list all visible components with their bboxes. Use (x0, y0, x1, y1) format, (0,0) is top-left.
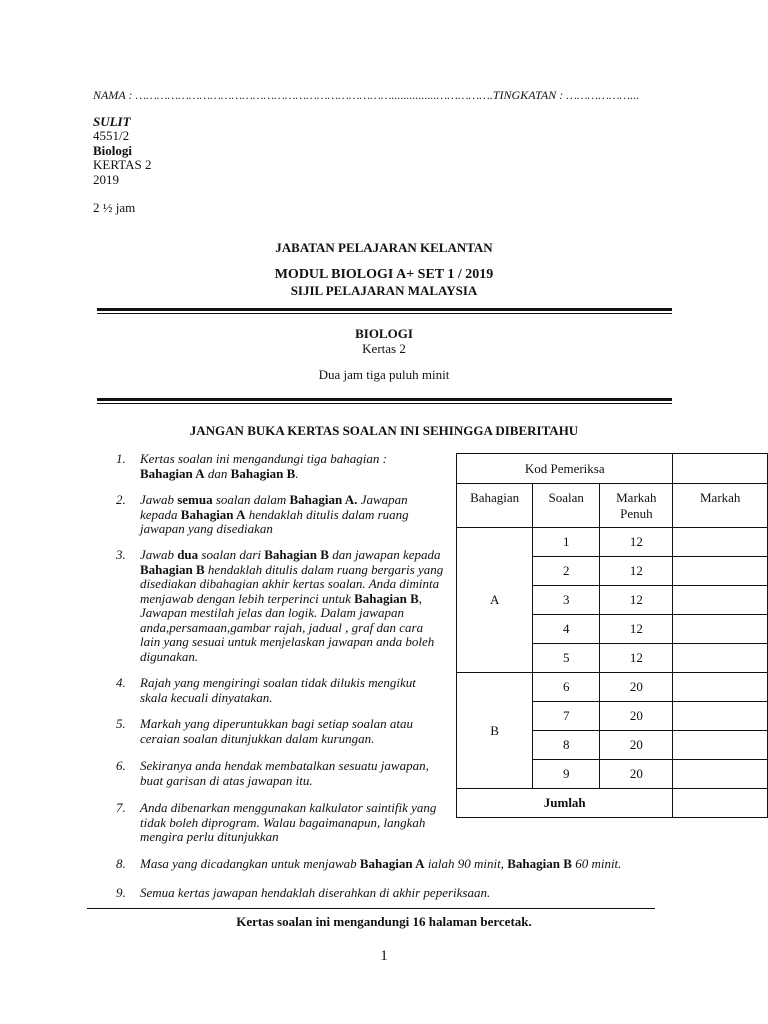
instruction-3: 3. Jawab dua soalan dari Bahagian B dan jawapan kepada Bahagian B hendaklah ditulis dalam ruang bergaris yang disediakan dibahagian akhir kertas soalan. Anda diminta menjawab dengan lebih terperinci untuk Bahagian B, Jawapan mestilah jelas dan logik. Dalam jawapan anda,persamaan,gambar rajah, jadual , graf dan cara lain yang sesuai untuk menjelaskan jawapan anda boleh digunakan. (116, 547, 444, 664)
examiner-code-label: Kod Pemeriksa (457, 454, 673, 484)
col-header-soalan: Soalan (533, 484, 600, 528)
full-mark: 12 (600, 615, 673, 644)
full-mark: 20 (600, 673, 673, 702)
total-label: Jumlah (457, 789, 673, 818)
instruction-text: . (295, 465, 299, 481)
instruction-7 (116, 801, 446, 845)
instruction-number: 5. (116, 716, 126, 731)
paper-code: 4551/2 (93, 128, 130, 143)
subject-title: BIOLOGI (355, 326, 413, 341)
examiner-code-cell (673, 454, 768, 484)
instruction-text: Markah yang diperuntukkan bagi setiap soalan atau ceraian soalan ditunjukkan dalam kurungan. (140, 716, 413, 746)
exam-title: SIJIL PELAJARAN MALAYSIA (290, 283, 478, 298)
mark-input-cell[interactable] (673, 760, 768, 789)
full-mark: 20 (600, 760, 673, 789)
instruction-9 (116, 886, 676, 901)
mark-input-cell[interactable] (673, 586, 768, 615)
paper-subtitle: Kertas 2 (362, 341, 406, 356)
instruction-number: 2. (116, 492, 126, 507)
instruction-1 (116, 452, 446, 481)
instruction-text: Kertas soalan ini mengandungi tiga bahagian : (140, 451, 387, 466)
question-number: 9 (533, 760, 600, 789)
examiner-table (456, 453, 768, 818)
time-allowed: Dua jam tiga puluh minit (318, 367, 450, 382)
instruction-text: dan (204, 465, 231, 481)
module-title: MODUL BIOLOGI A+ SET 1 / 2019 (274, 267, 494, 282)
instruction-8: 8. Masa yang dicadangkan untuk menjawab Bahagian A ialah 90 minit, Bahagian B 60 minit. (116, 856, 622, 871)
full-mark: 20 (600, 731, 673, 760)
year-label: 2019 (93, 172, 119, 187)
question-number: 4 (533, 615, 600, 644)
page-count-note: Kertas soalan ini mengandungi 16 halaman bercetak. (236, 914, 532, 929)
mark-input-cell[interactable] (673, 557, 768, 586)
full-mark: 12 (600, 586, 673, 615)
full-mark: 12 (600, 528, 673, 557)
full-mark: 12 (600, 557, 673, 586)
double-rule-top (97, 308, 672, 314)
instruction-bold: Bahagian A (140, 465, 205, 481)
full-mark: 20 (600, 702, 673, 731)
section-a-cell: A (457, 528, 533, 673)
question-number: 1 (533, 528, 600, 557)
subject-label: Biologi (93, 143, 133, 158)
instruction-2: 2. Jawab semua soalan dalam Bahagian A. Jawapan kepada Bahagian A hendaklah ditulis dalam ruang jawapan yang disediakan (116, 492, 409, 536)
full-mark: 12 (600, 644, 673, 673)
instruction-number: 1. (116, 451, 126, 466)
question-number: 6 (533, 673, 600, 702)
warning-text: JANGAN BUKA KERTAS SOALAN INI SEHINGGA DIBERITAHU (189, 423, 579, 438)
mark-input-cell[interactable] (673, 702, 768, 731)
col-header-markah: Markah (673, 484, 768, 528)
question-number: 3 (533, 586, 600, 615)
instruction-number: 9. (116, 885, 126, 900)
sulit-label: SULIT (93, 114, 131, 129)
mark-input-cell[interactable] (673, 673, 768, 702)
question-number: 5 (533, 644, 600, 673)
footer-rule (87, 908, 655, 909)
instruction-5 (116, 717, 446, 746)
instruction-number: 7. (116, 800, 126, 815)
instruction-number: 8. (116, 856, 126, 871)
paper-label: KERTAS 2 (93, 157, 152, 172)
duration-label: 2 ½ jam (93, 200, 136, 215)
instruction-number: 3. (116, 547, 126, 562)
page-number: 1 (380, 948, 388, 964)
mark-input-cell[interactable] (673, 528, 768, 557)
instruction-number: 4. (116, 675, 126, 690)
name-class-line: NAMA : ………………………………………………………………...............…………….TINGKATAN : ………………... (93, 88, 640, 102)
question-number: 8 (533, 731, 600, 760)
section-b-cell: B (457, 673, 533, 789)
instruction-number: 6. (116, 758, 126, 773)
instruction-6 (116, 759, 446, 788)
total-mark-cell[interactable] (673, 789, 768, 818)
mark-input-cell[interactable] (673, 615, 768, 644)
instruction-text: Rajah yang mengiringi soalan tidak dilukis mengikut skala kecuali dinyatakan. (140, 675, 416, 705)
mark-input-cell[interactable] (673, 731, 768, 760)
instruction-text: Sekiranya anda hendak membatalkan sesuatu jawapan, buat garisan di atas jawapan itu. (140, 758, 429, 788)
col-header-bahagian: Bahagian (457, 484, 533, 528)
instruction-bold: Bahagian B (230, 465, 296, 481)
instruction-4 (116, 676, 446, 705)
instruction-text: Semua kertas jawapan hendaklah diserahkan di akhir peperiksaan. (140, 885, 491, 900)
instruction-text: Anda dibenarkan menggunakan kalkulator saintifik yang tidak boleh diprogram. Walau bagaimanapun, langkah mengira perlu ditunjukkan (140, 800, 437, 844)
department-title: JABATAN PELAJARAN KELANTAN (275, 240, 493, 255)
col-header-markah-penuh: Markah Penuh (600, 484, 673, 528)
question-number: 7 (533, 702, 600, 731)
double-rule-bottom (97, 398, 672, 404)
mark-input-cell[interactable] (673, 644, 768, 673)
question-number: 2 (533, 557, 600, 586)
